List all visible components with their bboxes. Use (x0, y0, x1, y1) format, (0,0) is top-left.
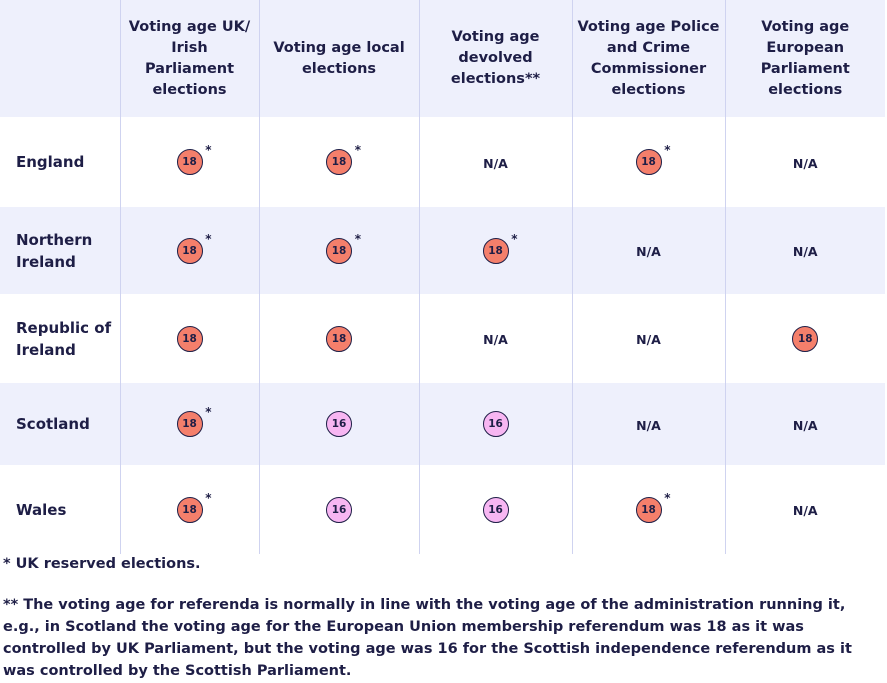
age-badge-wrapper (483, 411, 509, 437)
age-badge-wrapper (792, 326, 818, 352)
reserved-asterisk: * (354, 231, 361, 246)
age-badge: 18 (636, 497, 662, 523)
table-cell (419, 117, 572, 207)
age-badge: 18 (177, 149, 203, 175)
table-cell (725, 294, 885, 383)
table-row (0, 294, 885, 383)
age-badge-wrapper (483, 231, 518, 264)
reserved-asterisk: * (205, 143, 212, 157)
not-applicable-label: N/A (483, 332, 508, 347)
age-badge-wrapper (326, 411, 352, 437)
not-applicable-label: N/A (483, 155, 508, 171)
age-badge: 18 (792, 326, 818, 352)
reserved-asterisk: * (205, 405, 212, 419)
not-applicable-label: N/A (636, 332, 661, 347)
footnote-single-star: * UK reserved elections. (3, 556, 201, 572)
reserved-asterisk: * (511, 231, 518, 246)
table-cell (120, 117, 259, 207)
not-applicable-label: N/A (636, 417, 661, 433)
age-badge: 18 (483, 238, 509, 264)
table-row (0, 383, 885, 465)
not-applicable-label: N/A (792, 244, 818, 259)
age-badge: 16 (483, 411, 509, 437)
table-body (0, 117, 885, 554)
table-cell (259, 294, 419, 383)
age-badge: 18 (326, 149, 352, 175)
table-cell (259, 117, 419, 207)
header-european-parliament: Voting age European Parliament elections (725, 0, 885, 117)
not-applicable-label: N/A (792, 417, 818, 433)
country-label: Republic of Ireland (16, 318, 112, 359)
age-badge: 18 (326, 238, 352, 264)
table-cell (120, 294, 259, 383)
table-cell (572, 207, 725, 294)
header-row (0, 0, 885, 117)
age-badge: 18 (326, 326, 352, 352)
age-badge-wrapper (636, 143, 671, 175)
reserved-asterisk: * (205, 490, 212, 505)
age-badge-wrapper (177, 326, 203, 352)
header-police-crime-commissioner: Voting age Police and Crime Commissioner elections (572, 0, 725, 117)
age-badge: 16 (326, 497, 352, 523)
table-cell (120, 465, 259, 554)
table-cell (259, 383, 419, 465)
reserved-asterisk: * (664, 143, 671, 157)
age-badge: 18 (177, 497, 203, 523)
header-country (0, 0, 120, 117)
table-cell (120, 383, 259, 465)
age-badge-wrapper (326, 326, 352, 352)
table-cell (572, 117, 725, 207)
table-cell (419, 294, 572, 383)
age-badge-wrapper (326, 231, 361, 264)
country-label: Wales (16, 500, 67, 519)
table-row (0, 117, 885, 207)
age-badge: 18 (177, 238, 203, 264)
country-label: Northern Ireland (16, 230, 93, 271)
table-cell (725, 465, 885, 554)
country-label: Scotland (16, 415, 90, 433)
table-cell (120, 207, 259, 294)
age-badge-wrapper (177, 490, 212, 523)
age-badge-wrapper (483, 497, 509, 523)
table-cell (419, 383, 572, 465)
age-badge-wrapper (177, 405, 212, 437)
age-badge: 18 (177, 411, 203, 437)
table-header (0, 0, 885, 117)
table-cell (572, 383, 725, 465)
age-badge-wrapper (326, 143, 361, 175)
age-badge: 16 (483, 497, 509, 523)
table-cell (572, 465, 725, 554)
age-badge-wrapper (177, 231, 212, 264)
header-devolved-elections: Voting age devolved elections** (419, 0, 572, 117)
age-badge: 16 (326, 411, 352, 437)
table-cell (572, 294, 725, 383)
age-badge-wrapper (177, 143, 212, 175)
age-badge-wrapper (636, 490, 671, 523)
table-cell (259, 465, 419, 554)
table-row (0, 207, 885, 294)
not-applicable-label: N/A (636, 244, 661, 259)
reserved-asterisk: * (205, 231, 212, 246)
not-applicable-label: N/A (792, 155, 818, 171)
footnotes (3, 554, 873, 682)
table-row (0, 465, 885, 554)
table-cell (419, 207, 572, 294)
table-cell (725, 207, 885, 294)
footnote-double-star: ** The voting age for referenda is normally in line with the voting age of the administration running it, e.g., in Scotland the voting age for the European Union membership referendum was 18 as it was controlled by UK Parliament, but the voting age was 16 for the Scottish independence referendum as it was controlled by the Scottish Parliament. (3, 597, 852, 679)
table-cell (259, 207, 419, 294)
reserved-asterisk: * (664, 490, 671, 505)
table-cell (419, 465, 572, 554)
header-local-elections: Voting age local elections (259, 0, 419, 117)
age-badge: 18 (177, 326, 203, 352)
reserved-asterisk: * (354, 143, 361, 157)
table-cell (725, 383, 885, 465)
age-badge: 18 (636, 149, 662, 175)
country-label: England (16, 153, 85, 171)
header-uk-irish-parliament: Voting age UK/ Irish Parliament elections (120, 0, 259, 117)
not-applicable-label: N/A (792, 503, 818, 518)
table-cell (725, 117, 885, 207)
age-badge-wrapper (326, 497, 352, 523)
